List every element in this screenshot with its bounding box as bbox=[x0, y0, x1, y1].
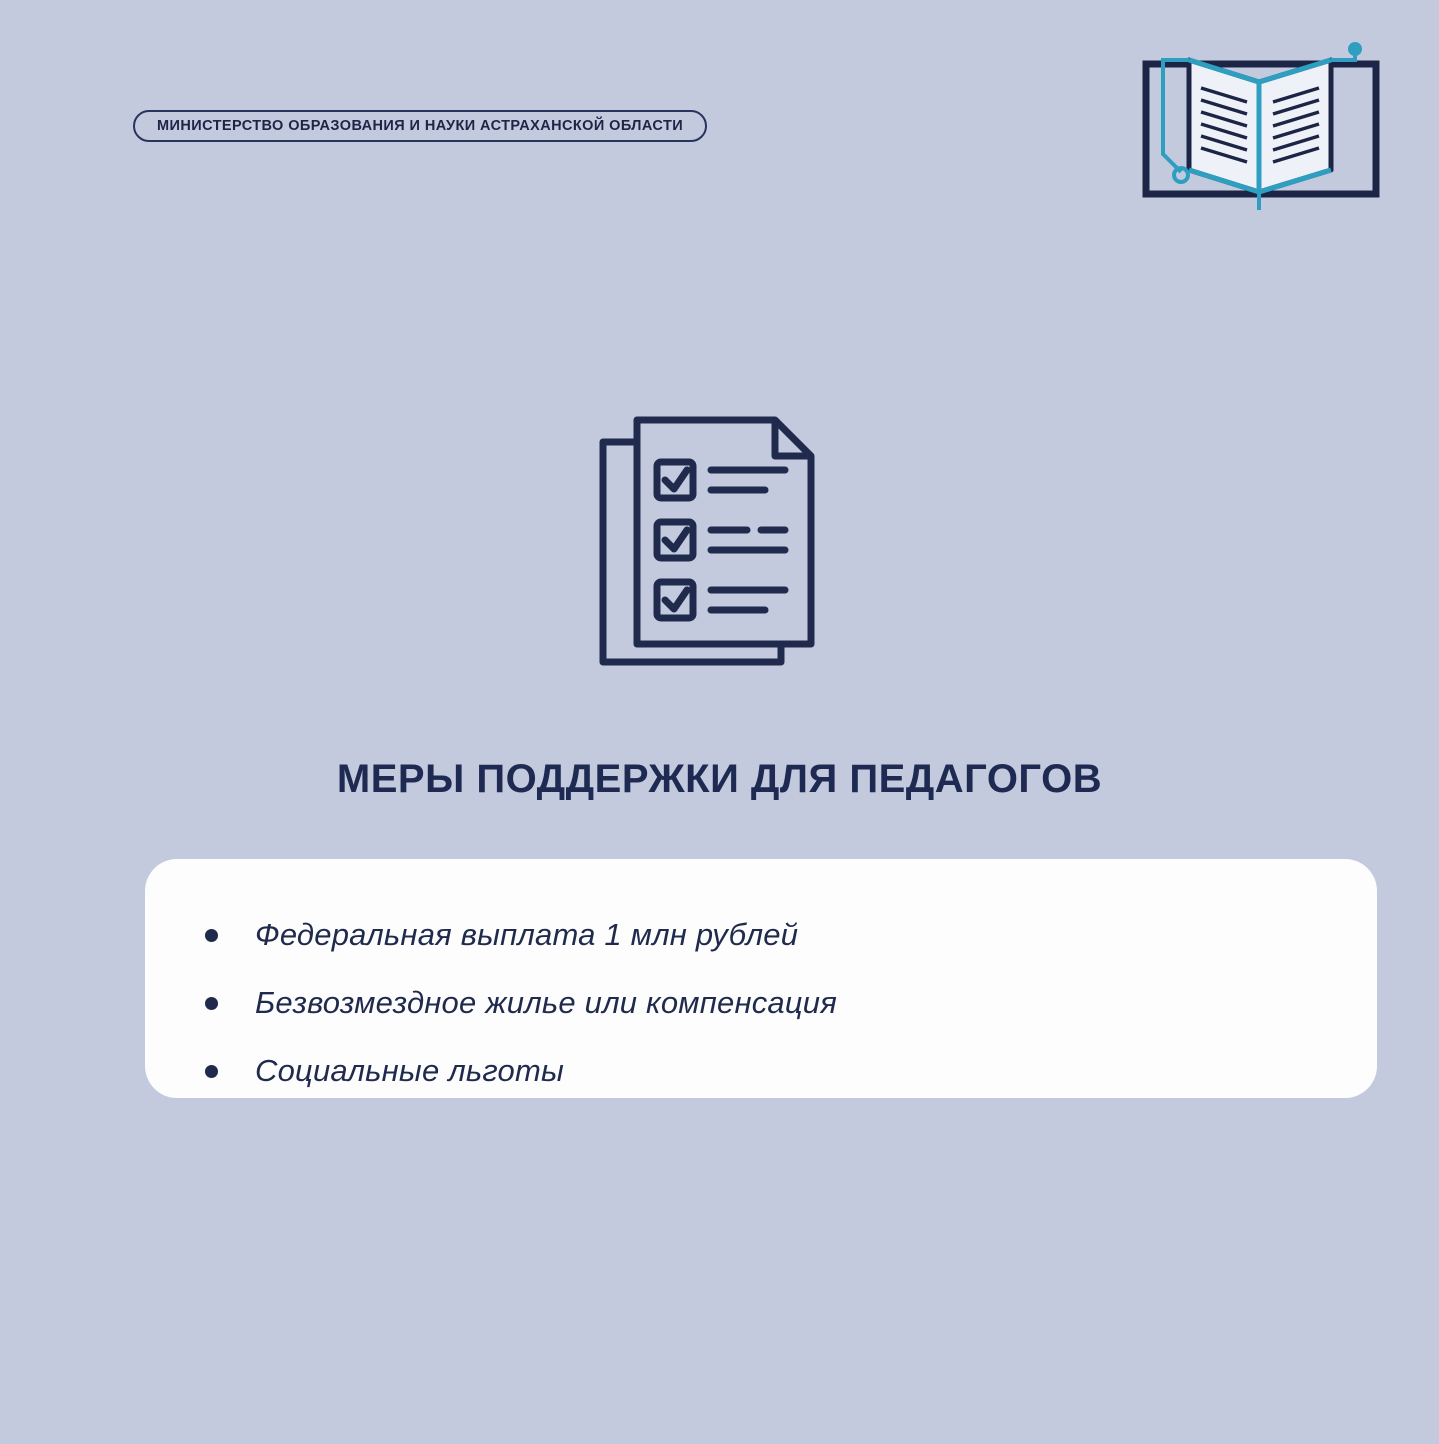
bullet-dot-icon bbox=[205, 1065, 218, 1078]
list-item bbox=[205, 901, 1317, 969]
list-item bbox=[205, 969, 1317, 1037]
support-measures-list bbox=[205, 901, 1317, 1105]
page-title: МЕРЫ ПОДДЕРЖКИ ДЛЯ ПЕДАГОГОВ bbox=[336, 757, 1103, 801]
organization-badge bbox=[133, 110, 707, 142]
list-item-label: Безвозмездное жилье или компенсация bbox=[255, 985, 837, 1020]
organization-name: МИНИСТЕРСТВО ОБРАЗОВАНИЯ И НАУКИ АСТРАХАНСКОЙ ОБЛАСТИ bbox=[157, 118, 684, 134]
checklist-documents-icon bbox=[595, 412, 845, 687]
list-item-label: Федеральная выплата 1 млн рублей bbox=[255, 917, 799, 952]
support-measures-card bbox=[145, 859, 1377, 1098]
page-header bbox=[0, 0, 1439, 230]
bullet-dot-icon bbox=[205, 929, 218, 942]
list-item bbox=[205, 1037, 1317, 1105]
list-item-label: Социальные льготы bbox=[255, 1053, 564, 1088]
open-book-icon bbox=[1141, 42, 1381, 217]
bullet-dot-icon bbox=[205, 997, 218, 1010]
